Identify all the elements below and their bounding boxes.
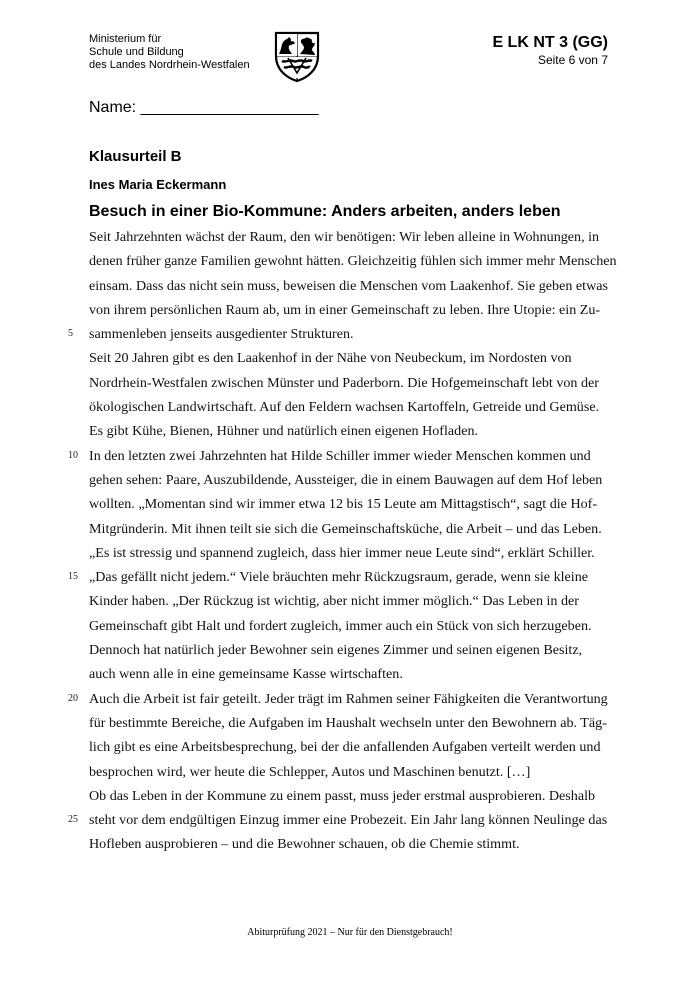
footer-note: Abiturprüfung 2021 – Nur für den Dienstgebrauch! — [247, 927, 453, 938]
nrw-coat-of-arms-icon — [273, 30, 321, 82]
text-line — [89, 492, 609, 516]
line-number: 5 — [68, 328, 73, 340]
line-text: Es gibt Kühe, Bienen, Hühner und natürlich einen eigenen Hofladen. — [89, 423, 479, 440]
text-line — [68, 687, 609, 711]
text-line — [89, 419, 609, 443]
ministry-line: Schule und Bildung — [89, 46, 184, 58]
line-text: sammenleben jenseits ausgedienter Strukturen. — [89, 326, 354, 343]
text-line — [89, 298, 609, 322]
text-line — [89, 517, 609, 541]
line-text: Kinder haben. „Der Rückzug ist wichtig, aber nicht immer möglich.“ Das Leben in der — [89, 593, 579, 610]
ministry-name — [89, 33, 250, 72]
exam-code: E LK NT 3 (GG) — [492, 34, 608, 51]
line-text: Nordrhein-Westfalen zwischen Münster und Paderborn. Die Hofgemeinschaft lebt von der — [89, 374, 599, 391]
line-text: Ob das Leben in der Kommune zu einem passt, muss jeder erstmal ausprobieren. Deshalb — [89, 787, 596, 804]
line-text: Seit Jahrzehnten wächst der Raum, den wir benötigen: Wir leben alleine in Wohnungen, in — [89, 229, 600, 245]
line-text: für bestimmte Bereiche, die Aufgaben im Haushalt wechseln unter den Bewohnern ab. Täg- — [89, 714, 607, 731]
line-text: von ihrem persönlichen Raum ab, um in einer Gemeinschaft zu leben. Ihre Utopie: ein Zu- — [89, 301, 601, 318]
text-line — [89, 614, 609, 638]
line-text: gehen sehen: Paare, Auszubildende, Aussteiger, die in einem Bauwagen auf dem Hof leben — [89, 471, 603, 488]
name-field: Name: ____________________ — [89, 99, 319, 116]
line-text: wollten. „Momentan sind wir immer etwa 12 bis 15 Leute am Mittagstisch“, sagt die Hof- — [89, 496, 598, 513]
text-line — [89, 274, 609, 298]
line-text: denen früher ganze Familien gewohnt hätten. Gleichzeitig fühlen sich immer mehr Menschen — [89, 253, 617, 270]
text-line — [89, 735, 609, 759]
text-line — [89, 346, 609, 370]
text-line — [89, 371, 609, 395]
ministry-line: Ministerium für — [89, 33, 162, 45]
line-text: besprochen wird, wer heute die Schlepper, Autos und Maschinen benutzt. […] — [89, 763, 531, 780]
text-line — [89, 225, 609, 249]
article-body — [68, 225, 617, 857]
text-line — [68, 444, 609, 468]
line-text: Seit 20 Jahren gibt es den Laakenhof in der Nähe von Neubeckum, im Nordosten von — [89, 350, 572, 367]
text-line — [89, 541, 609, 565]
line-number: 20 — [68, 692, 78, 704]
text-line — [89, 395, 609, 419]
article-title: Besuch in einer Bio-Kommune: Anders arbeiten, anders leben — [89, 203, 561, 220]
line-text: lich gibt es eine Arbeitsbesprechung, bei der die anfallenden Aufgaben verteilt werden und — [89, 739, 601, 756]
line-number: 10 — [68, 449, 78, 461]
article-author: Ines Maria Eckermann — [89, 177, 227, 192]
text-line — [89, 832, 609, 856]
text-line — [89, 249, 617, 273]
text-line — [68, 565, 609, 589]
line-number: 25 — [68, 814, 78, 826]
text-line — [89, 589, 609, 613]
line-text: ökologischen Landwirtschaft. Auf den Feldern wachsen Kartoffeln, Getreide und Gemüse. — [89, 399, 600, 416]
page-number: Seite 6 von 7 — [537, 53, 608, 67]
exam-part-title: Klausurteil B — [89, 148, 182, 165]
text-line — [89, 468, 609, 492]
line-text: steht vor dem endgültigen Einzug immer eine Probezeit. Ein Jahr lang können Neulinge das — [89, 812, 608, 829]
ministry-line: des Landes Nordrhein-Westfalen — [89, 59, 250, 71]
line-text: „Es ist stressig und spannend zugleich, dass hier immer neue Leute sind“, erklärt Schiller. — [89, 544, 595, 561]
line-text: Dennoch hat natürlich jeder Bewohner sein eigenes Zimmer und seinen eigenen Besitz, — [89, 642, 583, 659]
text-line — [89, 711, 609, 735]
text-line — [89, 760, 609, 784]
text-line — [89, 638, 609, 662]
line-text: Hofleben ausprobieren – und die Bewohner schauen, ob die Chemie stimmt. — [89, 836, 520, 853]
line-text: In den letzten zwei Jahrzehnten hat Hilde Schiller immer wieder Menschen kommen und — [89, 447, 591, 464]
line-text: Mitgründerin. Mit ihnen teilt sie sich die Gemeinschaftsküche, die Arbeit – und das Leben. — [89, 520, 602, 537]
line-text: „Das gefällt nicht jedem.“ Viele bräuchten mehr Rückzugsraum, gerade, wenn sie kleine — [89, 569, 589, 586]
text-line — [89, 784, 609, 808]
text-line — [68, 808, 609, 832]
line-text: Gemeinschaft gibt Halt und fordert zugleich, immer auch ein Stück von sich herzugeben. — [89, 617, 592, 634]
line-text: einsam. Dass das nicht sein muss, beweisen die Menschen vom Laakenhof. Sie geben etwas — [89, 277, 608, 294]
text-line — [89, 662, 609, 686]
line-text: Auch die Arbeit ist fair geteilt. Jeder trägt im Rahmen seiner Fähigkeiten die Verantwortung — [89, 690, 608, 707]
text-line — [68, 322, 609, 346]
line-number: 15 — [68, 571, 78, 583]
line-text: auch wenn alle in eine gemeinsame Kasse wirtschaften. — [89, 666, 403, 683]
